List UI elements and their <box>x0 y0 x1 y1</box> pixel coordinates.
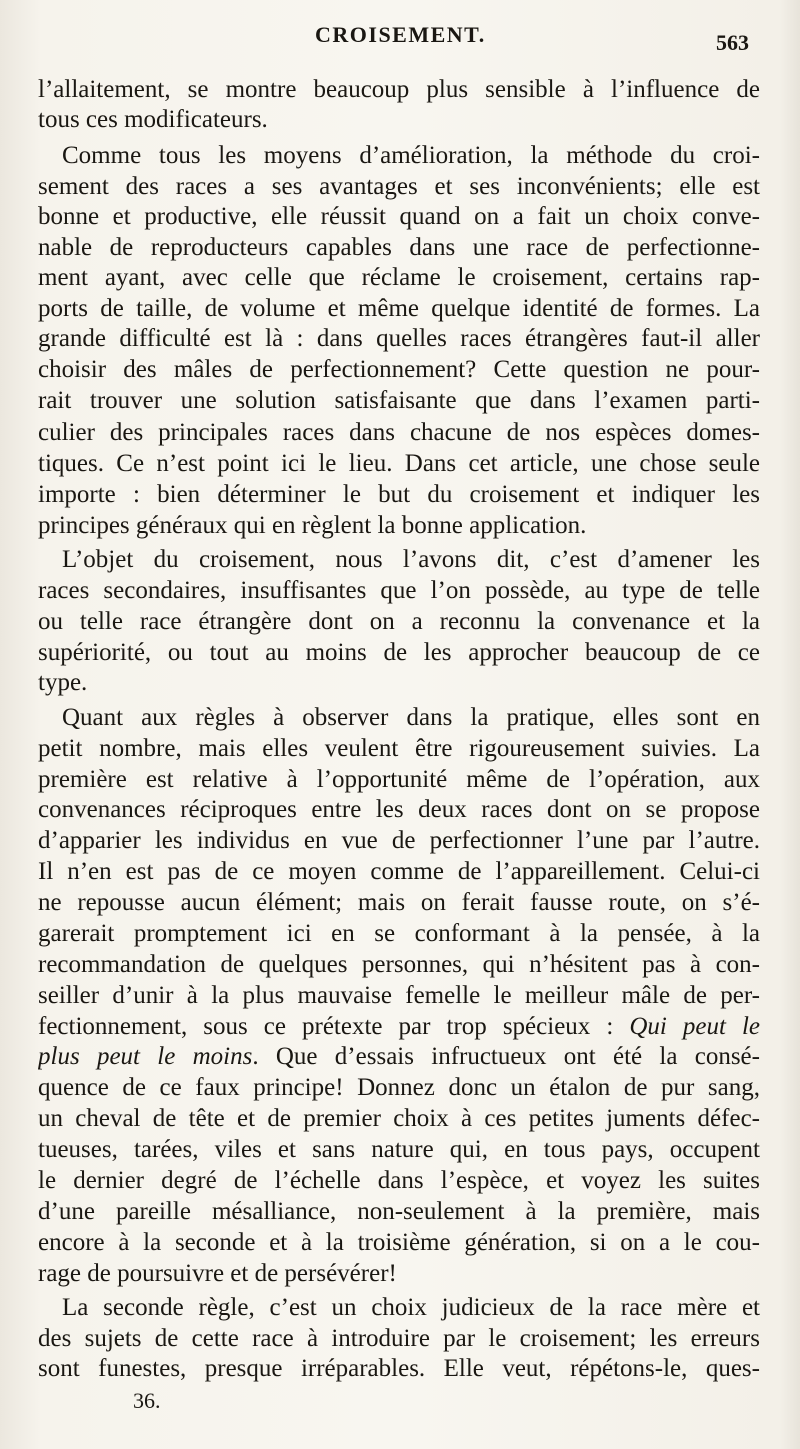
text-line: nable de reproducteurs capables dans une race de perfectionne- <box>38 234 760 261</box>
text-line: des sujets de cette race à introduire par le croisement; les erreurs <box>38 1325 760 1352</box>
text-line: rait trouver une solution satisfaisante que dans l’examen parti- <box>38 387 760 414</box>
text-line: Comme tous les moyens d’amélioration, la méthode du croi- <box>62 142 760 169</box>
text-line: supériorité, ou tout au moins de les approcher beaucoup de ce <box>38 639 760 666</box>
text-line: bonne et productive, elle réussit quand on a fait un choix conve- <box>38 203 760 230</box>
text-line: première est relative à l’opportunité même de l’opération, aux <box>38 766 760 793</box>
signature-mark: 36. <box>133 1388 161 1413</box>
text-line: sont funestes, presque irréparables. Elle veut, répétons-le, ques- <box>38 1355 760 1382</box>
text-line: importe : bien déterminer le but du croisement et indiquer les <box>38 481 760 508</box>
text-line: ou telle race étrangère dont on a reconnu la convenance et la <box>38 608 760 635</box>
text-line: type. <box>38 669 88 696</box>
text-line: tous ces modificateurs. <box>38 106 268 133</box>
text-line: tiques. Ce n’est point ici le lieu. Dans cet article, une chose seule <box>38 450 760 477</box>
text-line: fectionnement, sous ce prétexte par trop spécieux : Qui peut le <box>38 1013 760 1040</box>
page-number: 563 <box>716 30 749 55</box>
text-line: le dernier degré de l’échelle dans l’espèce, et voyez les suites <box>38 1167 760 1194</box>
text-line: grande difficulté est là : dans quelles races étrangères faut-il aller <box>38 325 760 352</box>
text-line: principes généraux qui en règlent la bonne application. <box>38 512 587 539</box>
text-line: encore à la seconde et à la troisième génération, si on a le cou- <box>38 1229 760 1256</box>
text-line: races secondaires, insuffisantes que l’on possède, au type de telle <box>38 577 760 604</box>
text-line: quence de ce faux principe! Donnez donc un étalon de pur sang, <box>38 1074 760 1101</box>
text-line: Quant aux règles à observer dans la pratique, elles sont en <box>62 704 760 731</box>
text-line: petit nombre, mais elles veulent être rigoureusement suivies. La <box>38 735 760 762</box>
text-line: d’une pareille mésalliance, non-seulement à la première, mais <box>38 1198 760 1225</box>
text-line: choisir des mâles de perfectionnement? Cette question ne pour- <box>38 356 760 383</box>
running-title: CROISEMENT. <box>315 22 486 47</box>
text-line: ports de taille, de volume et même quelque identité de formes. La <box>38 295 760 322</box>
text-line: ne repousse aucun élément; mais on ferait fausse route, on s’é- <box>38 889 760 916</box>
text-line: culier des principales races dans chacune de nos espèces domes- <box>38 419 760 446</box>
text-line: un cheval de tête et de premier choix à ces petites juments défec- <box>38 1105 760 1132</box>
text-line: seiller d’unir à la plus mauvaise femelle le meilleur mâle de per- <box>38 982 760 1009</box>
text-line: d’apparier les individus en vue de perfectionner l’une par l’autre. <box>38 827 760 854</box>
text-line: garerait promptement ici en se conformant à la pensée, à la <box>38 920 760 947</box>
running-head <box>0 22 800 56</box>
text-line: La seconde règle, c’est un choix judicieux de la race mère et <box>62 1294 760 1321</box>
text-line: l’allaitement, se montre beaucoup plus sensible à l’influence de <box>38 76 760 103</box>
text-line: convenances réciproques entre les deux races dont on se propose <box>38 796 760 823</box>
text-line: ment ayant, avec celle que réclame le croisement, certains rap- <box>38 264 760 291</box>
text-line: rage de poursuivre et de persévérer! <box>38 1260 397 1287</box>
text-line: L’objet du croisement, nous l’avons dit, c’est d’amener les <box>62 546 760 573</box>
text-line: plus peut le moins. Que d’essais infructueux ont été la consé- <box>38 1043 760 1070</box>
text-line: recommandation de quelques personnes, qui n’hésitent pas à con- <box>38 951 760 978</box>
text-line: Il n’en est pas de ce moyen comme de l’appareillement. Celui-ci <box>38 858 760 885</box>
text-line: sement des races a ses avantages et ses inconvénients; elle est <box>38 173 760 200</box>
text-line: tueuses, tarées, viles et sans nature qui, en tous pays, occupent <box>38 1136 760 1163</box>
